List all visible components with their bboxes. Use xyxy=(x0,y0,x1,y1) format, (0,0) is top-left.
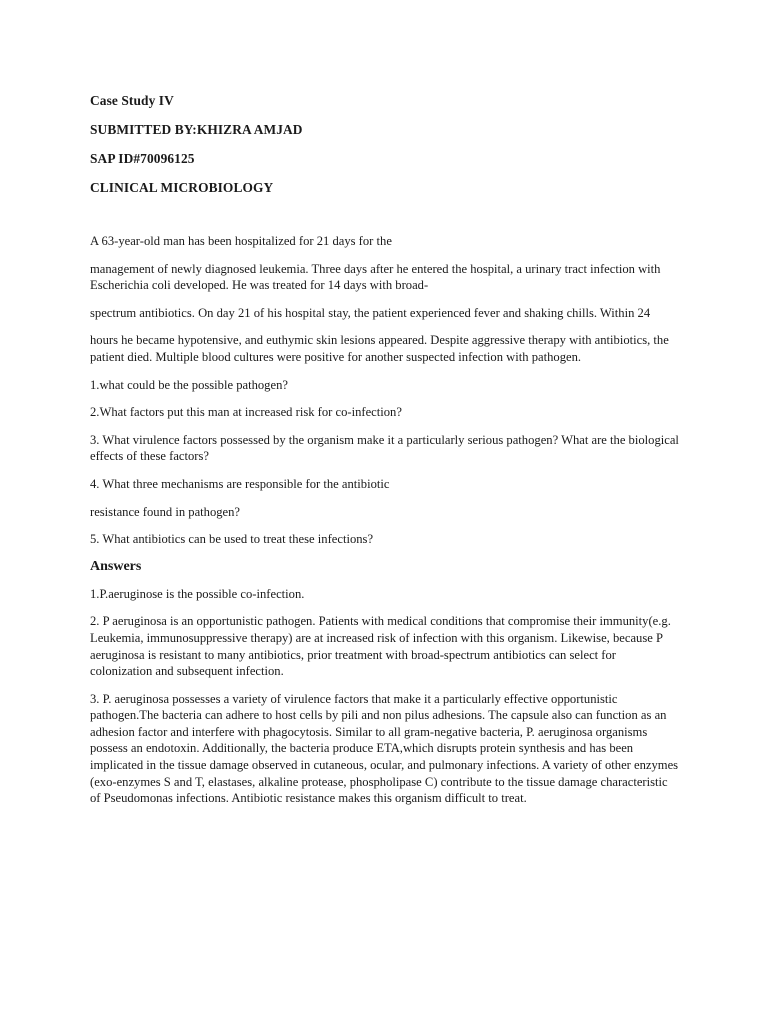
question-4-line-1: 4. What three mechanisms are responsible for the antibiotic xyxy=(90,476,390,491)
question-2: 2.What factors put this man at increased risk for co-infection? xyxy=(90,405,402,420)
case-paragraph-2: management of newly diagnosed leukemia. Three days after he entered the hospital, a urinary tract infection with Escherichia coli developed. He was treated for 14 days with broad- xyxy=(90,261,661,293)
answer-2: 2. P aeruginosa is an opportunistic pathogen. Patients with medical conditions that compromise their immunity(e.g. Leukemia, immunosuppressive therapy) are at increased risk of infection with this organism. Likewise, because P aeruginosa is resistant to many antibiotics, prior treatment with broad-spectrum antibiotics can select for colonization and subsequent infection. xyxy=(90,614,671,679)
document-page xyxy=(90,92,680,807)
case-study-title: Case Study IV xyxy=(90,93,174,108)
question-3: 3. What virulence factors possessed by the organism make it a particularly serious pathogen? What are the biological effects of these factors? xyxy=(90,432,679,464)
answer-3: 3. P. aeruginosa possesses a variety of virulence factors that make it a particularly effective opportunistic pathogen.The bacteria can adhere to host cells by pili and non pilus adhesions. The capsule also can function as an adhesion factor and interfere with phagocytosis. Similar to all gram-negative bacteria, P. aeruginosa organisms possess an endotoxin. Additionally, the bacteria produce ETA,which disrupts protein synthesis and has been implicated in the tissue damage observed in cutaneous, ocular, and pulmonary infections. A variety of other enzymes (exo-enzymes S and T, elastases, alkaline protease, phospholipase C) contribute to the tissue damage characteristic of Pseudomonas infections. Antibiotic resistance makes this organism difficult to treat. xyxy=(90,691,679,806)
case-paragraph-3: spectrum antibiotics. On day 21 of his hospital stay, the patient experienced fever and shaking chills. Within 24 xyxy=(90,305,651,320)
question-4-line-2: resistance found in pathogen? xyxy=(90,504,241,519)
case-paragraph-1: A 63-year-old man has been hospitalized for 21 days for the xyxy=(90,234,392,248)
course-title: CLINICAL MICROBIOLOGY xyxy=(90,180,274,195)
case-paragraph-4: hours he became hypotensive, and euthymic skin lesions appeared. Despite aggressive therapy with antibiotics, the patient died. Multiple blood cultures were positive for another suspected infection with pathogen. xyxy=(90,333,669,364)
question-5: 5. What antibiotics can be used to treat these infections? xyxy=(90,532,374,547)
submitted-by: SUBMITTED BY:KHIZRA AMJAD xyxy=(90,122,303,137)
question-1: 1.what could be the possible pathogen? xyxy=(90,377,288,392)
sap-id: SAP ID#70096125 xyxy=(90,151,195,166)
answers-heading: Answers xyxy=(90,558,142,574)
answer-1: 1.P.aeruginose is the possible co-infection. xyxy=(90,586,305,601)
